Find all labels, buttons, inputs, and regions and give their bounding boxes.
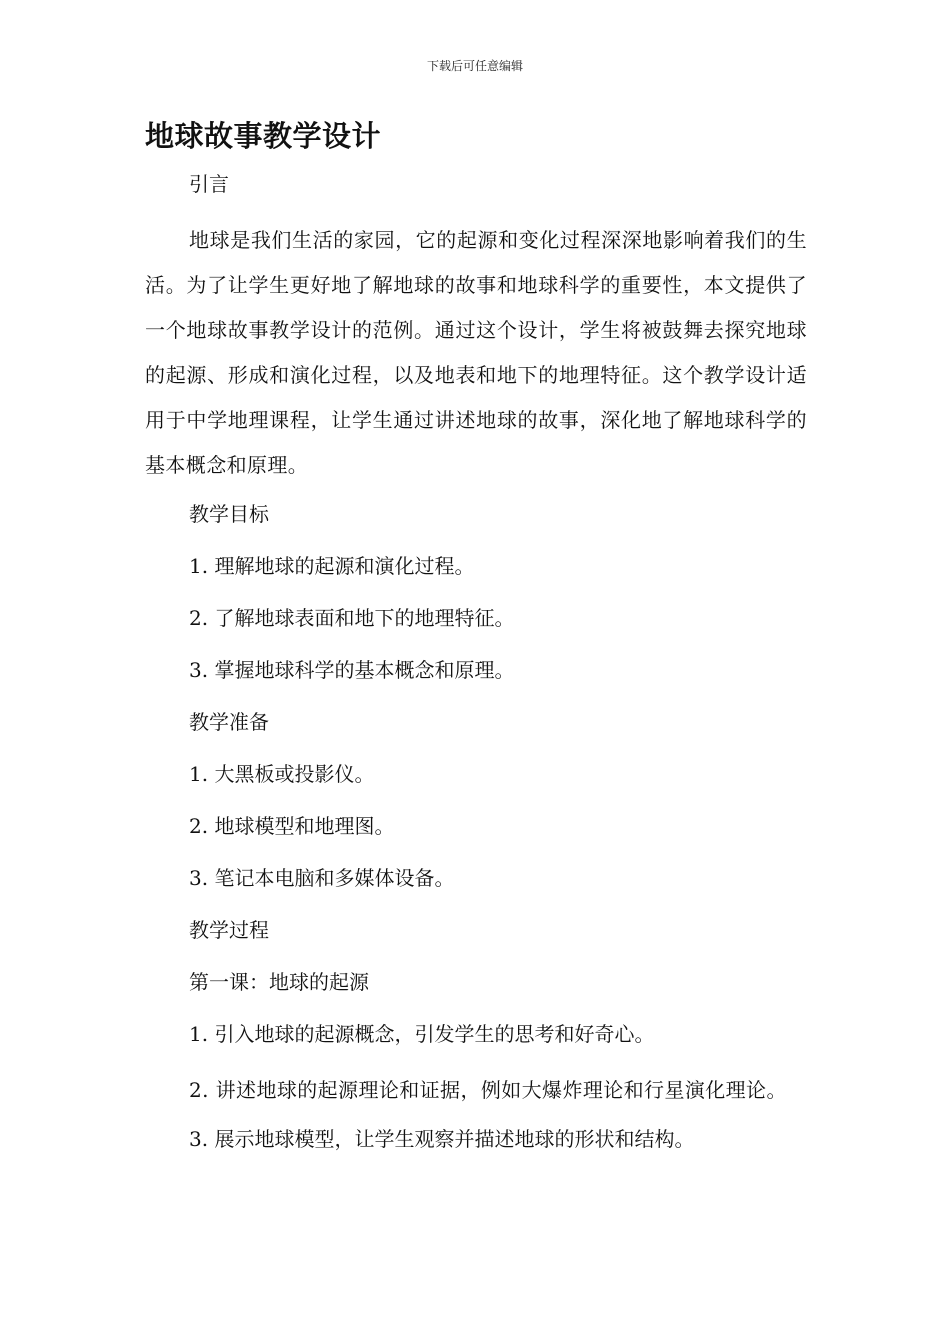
document-body <box>145 166 807 1173</box>
intro-paragraph: 地球是我们生活的家园，它的起源和变化过程深深地影响着我们的生活。为了让学生更好地了解地球的故事和地球科学的重要性，本文提供了一个地球故事教学设计的范例。通过这个设计，学生将被鼓舞去探究地球的起源、形成和演化过程，以及地表和地下的地理特征。这个教学设计适用于中学地理课程，让学生通过讲述地球的故事，深化地了解地球科学的基本概念和原理。 <box>145 228 807 477</box>
prep-item-2: 2. 地球模型和地理图。 <box>189 814 395 838</box>
prep-heading: 教学准备 <box>189 710 269 734</box>
prep-item-3: 3. 笔记本电脑和多媒体设备。 <box>189 866 455 890</box>
lesson1-item-3: 3. 展示地球模型，让学生观察并描述地球的形状和结构。 <box>189 1127 695 1151</box>
goal-item-3: 3. 掌握地球科学的基本概念和原理。 <box>189 658 515 682</box>
goals-heading: 教学目标 <box>189 502 269 526</box>
prep-item-1: 1. 大黑板或投影仪。 <box>189 762 375 786</box>
lesson1-item-1: 1. 引入地球的起源概念，引发学生的思考和好奇心。 <box>189 1022 655 1046</box>
lesson1-heading: 第一课：地球的起源 <box>189 970 369 994</box>
lesson1-item-2: 2. 讲述地球的起源理论和证据，例如大爆炸理论和行星演化理论。 <box>189 1078 787 1102</box>
header-note: 下载后可任意编辑 <box>426 59 523 73</box>
goal-item-2: 2. 了解地球表面和地下的地理特征。 <box>189 606 515 630</box>
document-title: 地球故事教学设计 <box>145 119 382 153</box>
goal-item-1: 1. 理解地球的起源和演化过程。 <box>189 554 475 578</box>
process-heading: 教学过程 <box>189 918 269 942</box>
intro-heading: 引言 <box>189 172 229 196</box>
